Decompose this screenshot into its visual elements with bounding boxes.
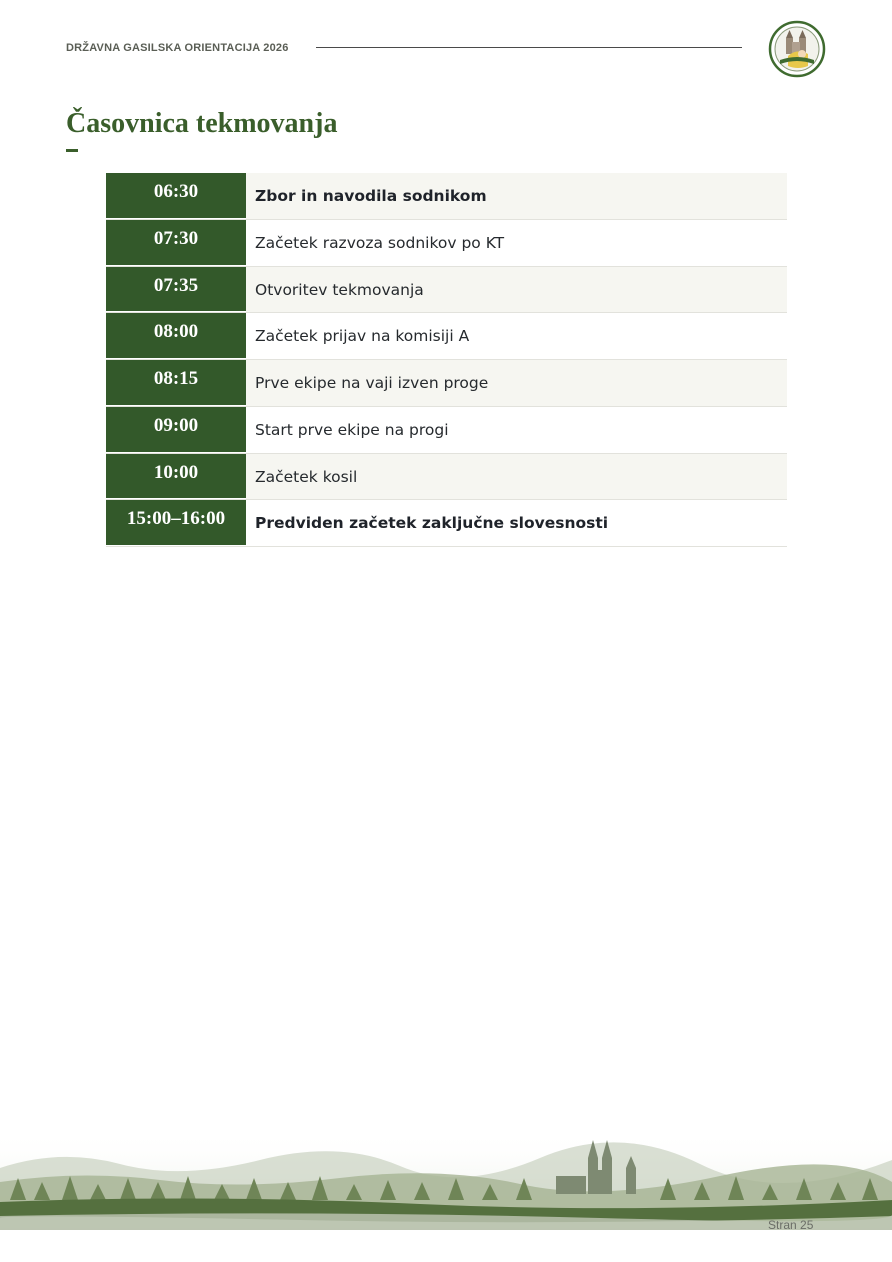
schedule-row [106,454,787,501]
schedule-row [106,360,787,407]
schedule-time: 06:30 [106,173,246,219]
schedule-row [106,267,787,314]
schedule-time: 07:30 [106,220,246,266]
schedule-row [106,500,787,547]
schedule-time: 08:15 [106,360,246,406]
schedule-time: 15:00–16:00 [106,500,246,546]
schedule-event: Začetek razvoza sodnikov po KT [255,233,505,252]
schedule-event: Začetek kosil [255,467,358,486]
schedule-time: 08:00 [106,313,246,359]
page-header [66,30,826,80]
schedule-time: 09:00 [106,407,246,453]
title-accent-bar [66,149,78,152]
schedule-event: Predviden začetek zaključne slovesnosti [255,514,609,533]
schedule-row [106,173,787,220]
landscape-footer-illustration [0,1130,892,1230]
page-number: Stran 25 [768,1218,814,1232]
schedule-row [106,313,787,360]
schedule-event: Prve ekipe na vaji izven proge [255,374,489,392]
header-title: DRŽAVNA GASILSKA ORIENTACIJA 2026 [66,42,289,54]
event-logo-icon [768,20,826,78]
schedule-time: 07:35 [106,267,246,313]
schedule-event: Zbor in navodila sodnikom [255,187,487,205]
schedule-row [106,220,787,267]
schedule-time: 10:00 [106,454,246,500]
schedule-event: Otvoritev tekmovanja [255,280,424,299]
schedule-row [106,407,787,454]
page-title: Časovnica tekmovanja [66,108,338,139]
header-divider [316,47,742,48]
schedule-table [106,173,787,547]
schedule-event: Start prve ekipe na progi [255,420,449,439]
schedule-event: Začetek prijav na komisiji A [255,327,470,346]
